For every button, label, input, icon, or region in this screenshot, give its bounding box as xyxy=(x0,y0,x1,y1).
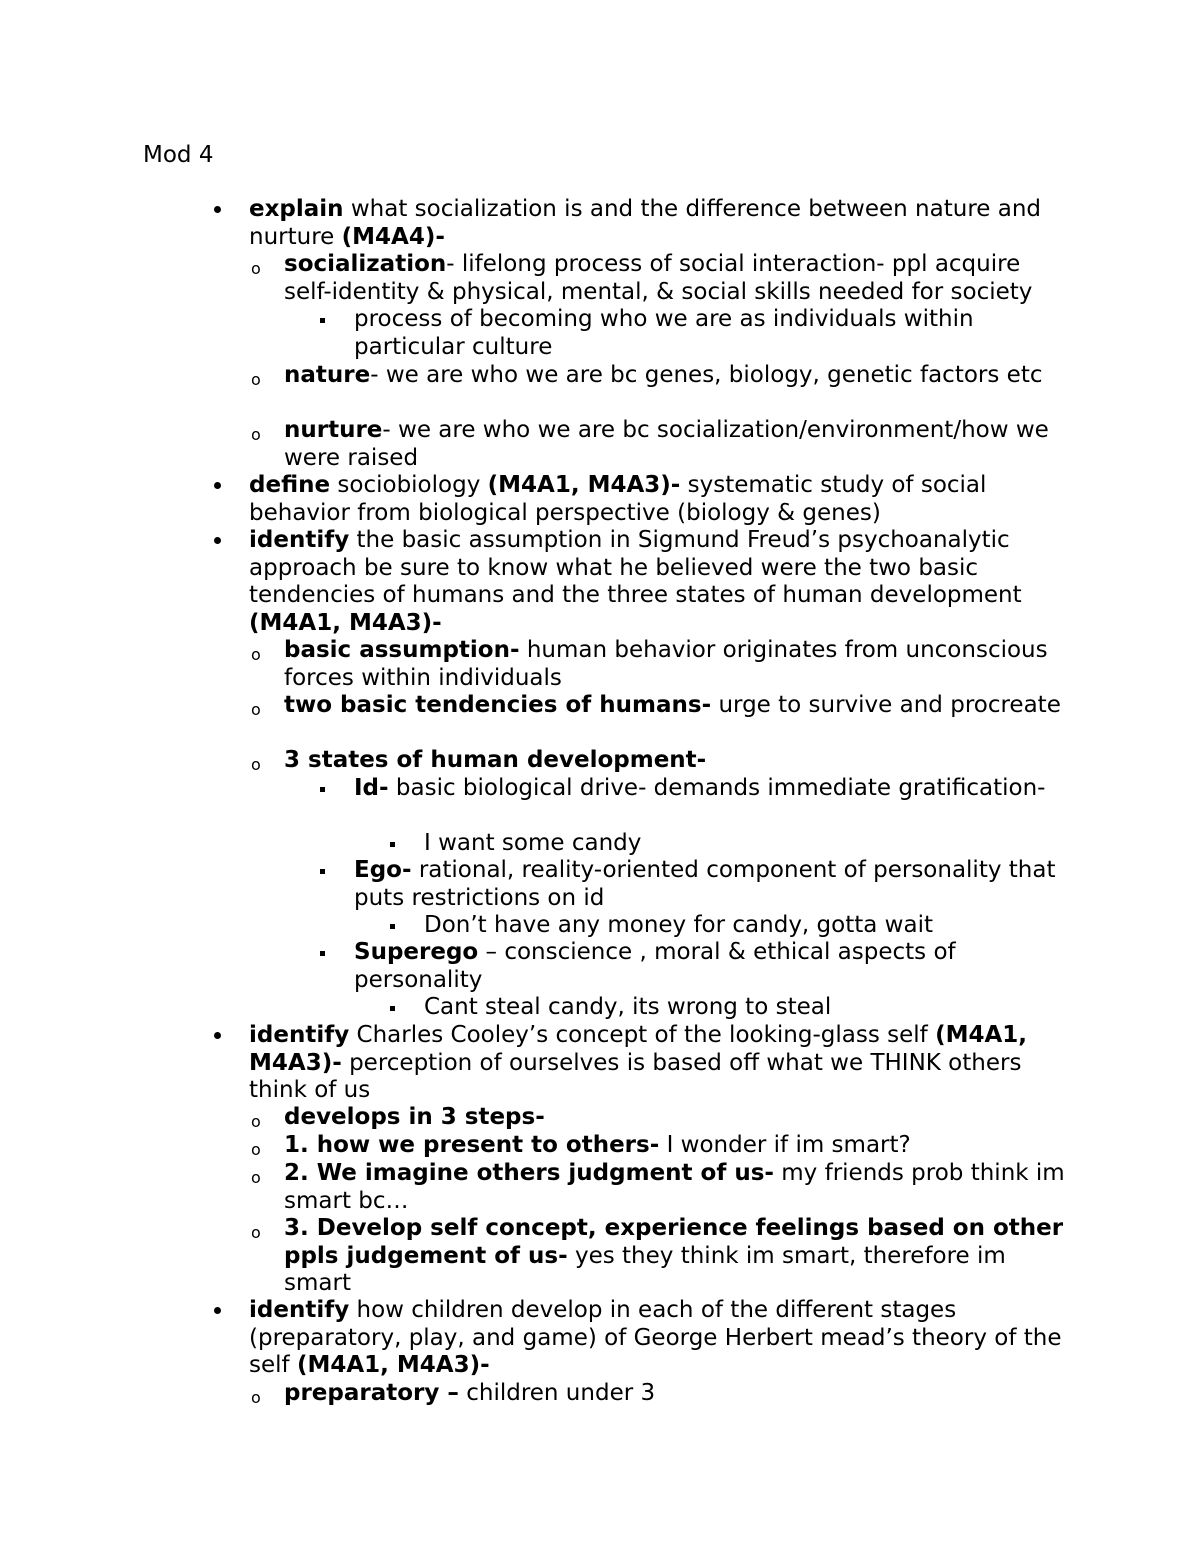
keyword: identify xyxy=(249,1022,350,1048)
list-item xyxy=(249,1297,1069,1380)
code-ref: (M4A1, M4A3)- xyxy=(249,609,442,636)
list-item xyxy=(354,939,1069,994)
list-item xyxy=(424,994,1069,1022)
list-item xyxy=(284,362,1069,390)
item-text: rational, reality-oriented component of personality that puts restrictions on id xyxy=(354,857,1056,911)
item-text: urge to survive and procreate xyxy=(711,692,1061,718)
item-text: - we are who we are bc socialization/environment/how we were raised xyxy=(284,417,1049,471)
bullet-disc-icon xyxy=(214,482,221,489)
bullet-circle-icon: o xyxy=(251,1112,261,1131)
list-item xyxy=(354,306,1069,361)
keyword: Ego- xyxy=(354,857,412,883)
bullet-square-icon xyxy=(320,318,325,323)
keyword: explain xyxy=(249,196,344,222)
keyword: socialization xyxy=(284,251,447,277)
keyword: basic assumption- xyxy=(284,637,520,663)
bullet-square-icon xyxy=(390,924,395,929)
list-item xyxy=(284,251,1069,306)
bullet-square-icon xyxy=(320,869,325,874)
bullet-circle-icon: o xyxy=(251,259,261,278)
item-text: my friends prob think im smart bc… xyxy=(284,1160,1065,1214)
list-item xyxy=(284,637,1069,692)
list-item xyxy=(249,196,1069,251)
list-item xyxy=(284,417,1069,472)
list-item xyxy=(284,1380,1069,1408)
item-text: I want some candy xyxy=(424,830,642,856)
keyword: preparatory – xyxy=(284,1380,459,1406)
list-item xyxy=(249,472,1069,527)
keyword: 1. how we present to others- xyxy=(284,1132,660,1158)
bullet-square-icon xyxy=(320,951,325,956)
code-ref: (M4A1, M4A3)- xyxy=(487,472,681,498)
list-item xyxy=(354,775,1069,803)
list-item xyxy=(284,747,1069,775)
item-text: - we are who we are bc genes, biology, genetic factors etc xyxy=(370,362,1043,388)
item-text: yes they think im smart, therefore im smart xyxy=(284,1242,1006,1296)
bullet-circle-icon: o xyxy=(251,425,261,444)
bullet-circle-icon: o xyxy=(251,645,261,664)
item-text: Charles Cooley’s concept of the looking-glass self xyxy=(349,1022,936,1048)
keyword: identify xyxy=(249,527,350,553)
keyword: nurture xyxy=(284,417,383,443)
item-text: the basic assumption in Sigmund Freud’s psychoanalytic approach be sure to know what he believed were the two basic tendencies of humans and the three states of human development xyxy=(249,527,1022,608)
item-text: how children develop in each of the different stages (preparatory, play, and game) of George Herbert mead’s theory of the self xyxy=(249,1297,1062,1378)
list-item xyxy=(354,857,1069,912)
list-item xyxy=(249,527,1069,637)
page-title: Mod 4 xyxy=(143,142,214,168)
code-ref: (M4A1, M4A3)- xyxy=(249,1022,1028,1076)
list-item xyxy=(284,692,1069,720)
bullet-disc-icon xyxy=(214,206,221,213)
keyword: define xyxy=(249,472,331,498)
item-text: Cant steal candy, its wrong to steal xyxy=(424,994,832,1020)
bullet-circle-icon: o xyxy=(251,1140,261,1159)
bullet-circle-icon: o xyxy=(251,755,261,774)
code-ref: (M4A1, M4A3)- xyxy=(296,1352,490,1378)
item-text: systematic study of social behavior from biological perspective (biology & genes) xyxy=(249,472,987,526)
keyword: Superego xyxy=(354,939,479,965)
bullet-square-icon xyxy=(320,787,325,792)
list-item xyxy=(284,1132,1069,1160)
item-text: basic biological drive- demands immediate gratification- xyxy=(388,775,1046,801)
bullet-square-icon xyxy=(390,842,395,847)
bullet-circle-icon: o xyxy=(251,1168,261,1187)
item-text: what socialization is and the difference between nature and nurture xyxy=(249,196,1041,250)
bullet-disc-icon xyxy=(214,1307,221,1314)
item-text: I wonder if im smart? xyxy=(659,1132,911,1158)
item-text: – conscience , moral & ethical aspects of personality xyxy=(354,939,956,993)
bullet-disc-icon xyxy=(214,537,221,544)
bullet-circle-icon: o xyxy=(251,1388,261,1407)
keyword: identify xyxy=(249,1297,350,1323)
keyword: 2. We imagine others judgment of us- xyxy=(284,1160,774,1186)
list-item xyxy=(284,1160,1069,1215)
item-text: sociobiology xyxy=(330,472,488,498)
code-ref: (M4A4)- xyxy=(341,223,445,250)
keyword: nature xyxy=(284,362,371,388)
list-item xyxy=(424,912,1069,940)
bullet-disc-icon xyxy=(214,1032,221,1039)
bullet-circle-icon: o xyxy=(251,700,261,719)
bullet-square-icon xyxy=(390,1006,395,1011)
list-item xyxy=(249,1022,1069,1105)
keyword: Id- xyxy=(354,775,389,801)
list-item xyxy=(284,1104,1069,1132)
item-text: - lifelong process of social interaction- ppl acquire self-identity & physical, mental, & social skills needed for society xyxy=(284,251,1033,305)
list-item xyxy=(284,1215,1069,1298)
bullet-circle-icon: o xyxy=(251,1223,261,1242)
bullet-circle-icon: o xyxy=(251,370,261,389)
item-text: human behavior originates from unconscious forces within individuals xyxy=(284,637,1048,691)
keyword: 3. Develop self concept, experience feelings based on other ppls judgement of us- xyxy=(284,1215,1064,1269)
item-text: perception of ourselves is based off what we THINK others think of us xyxy=(249,1049,1022,1103)
keyword: two basic tendencies of humans- xyxy=(284,692,712,718)
list-item xyxy=(424,830,1069,858)
item-text: process of becoming who we are as individuals within particular culture xyxy=(354,306,974,360)
item-text: Don’t have any money for candy, gotta wait xyxy=(424,912,933,938)
keyword: 3 states of human development- xyxy=(284,747,707,773)
keyword: develops in 3 steps- xyxy=(284,1104,545,1130)
item-text: children under 3 xyxy=(458,1380,656,1406)
